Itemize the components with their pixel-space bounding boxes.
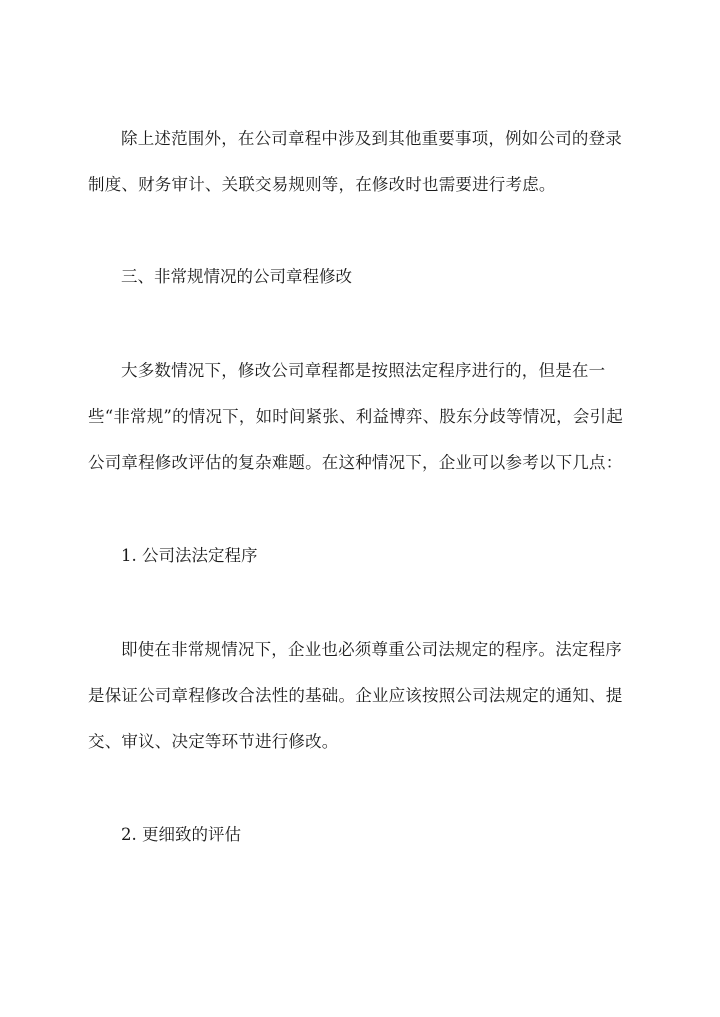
paragraph-unusual-cases bbox=[88, 348, 636, 486]
paragraph-text: 除上述范围外，在公司章程中涉及到其他重要事项，例如公司的登录制度、财务审计、关联交易规则等，在修改时也需要进行考虑。 bbox=[88, 129, 622, 194]
paragraph-text: 大多数情况下，修改公司章程都是按照法定程序进行的，但是在一些“非常规”的情况下，如时间紧张、利益博弈、股东分歧等情况，会引起公司章程修改评估的复杂难题。在这种情况下，企业可以参考以下几点： bbox=[88, 361, 623, 472]
list-item-heading-1: 1. 公司法法定程序 bbox=[121, 546, 258, 565]
paragraph-text: 即使在非常规情况下，企业也必须尊重公司法规定的程序。法定程序是保证公司章程修改合法性的基础。企业应该按照公司法规定的通知、提交、审议、决定等环节进行修改。 bbox=[88, 640, 623, 751]
section-heading-three: 三、非常规情况的公司章程修改 bbox=[121, 267, 352, 286]
paragraph-legal-procedure bbox=[88, 627, 636, 765]
list-item-heading-2: 2. 更细致的评估 bbox=[121, 825, 241, 844]
paragraph-other-matters bbox=[88, 116, 636, 208]
